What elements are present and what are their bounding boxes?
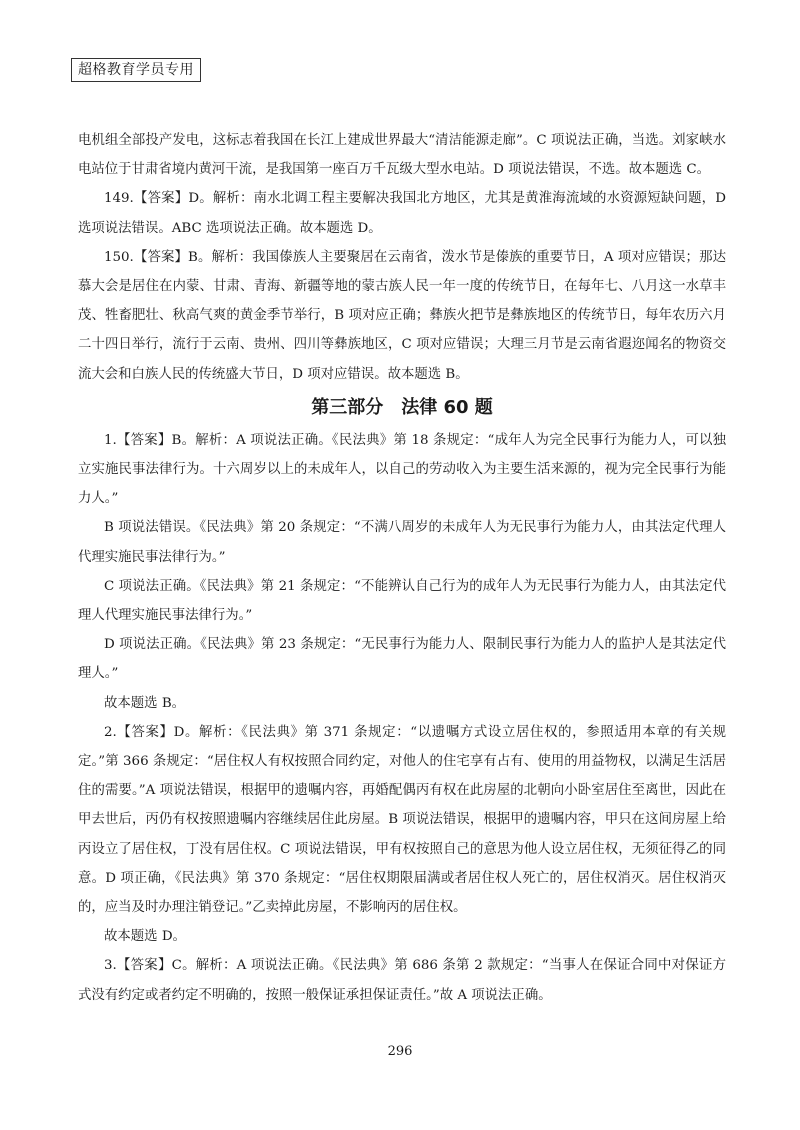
answer-paragraph: 1.【答案】B。解析：A 项说法正确。《民法典》第 18 条规定：“成年人为完全民事行为能力人，可以独立实施民事法律行为。十六周岁以上的未成年人，以自己的劳动收入为主要生活来源的，视为完全民事行为能力人。”	[78, 432, 726, 507]
section-title: 第三部分 法律 60 题	[311, 396, 493, 418]
answers-part-three	[78, 426, 726, 1010]
header-label: 超格教育学员专用	[71, 58, 201, 82]
answer-paragraph: 电机组全部投产发电，这标志着我国在长江上建成世界最大“清洁能源走廊”。C 项说法正确，当选。刘家峡水电站位于甘肃省境内黄河干流，是我国第一座百万千瓦级大型水电站。D 项说法错误，不选。故本题选 C。	[78, 133, 726, 178]
answer-paragraph: 3.【答案】C。解析：A 项说法正确。《民法典》第 686 条第 2 款规定：“当事人在保证合同中对保证方式没有约定或者约定不明确的，按照一般保证承担保证责任。”故 A 项说法正确。	[78, 958, 726, 1003]
answer-paragraph: 150.【答案】B。解析：我国傣族人主要聚居在云南省，泼水节是傣族的重要节日，A 项对应错误；那达慕大会是居住在内蒙、甘肃、青海、新疆等地的蒙古族人民一年一度的传统节日，在每年七、八月这一水草丰茂、牲畜肥壮、秋高气爽的黄金季节举行，B 项对应正确；彝族火把节是彝族地区的传统节日，每年农历六月二十四日举行，流行于云南、贵州、四川等彝族地区，C 项对应错误；大理三月节是云南省遐迩闻名的物资交流大会和白族人民的传统盛大节日，D 项对应错误。故本题选 B。	[78, 249, 726, 382]
answer-paragraph: 2.【答案】D。解析：《民法典》第 371 条规定：“以遗嘱方式设立居住权的，参照适用本章的有关规定。”第 366 条规定：“居住权人有权按照合同约定，对他人的住宅享有占有、使用的用益物权，以满足生活居住的需要。”A 项说法错误，根据甲的遗嘱内容，再婚配偶丙有权在此房屋的北朝向小卧室居住至离世，因此在甲去世后，丙仍有权按照遗嘱内容继续居住此房屋。B 项说法错误，根据甲的遗嘱内容，甲只在这间房屋上给丙设立了居住权，丁没有居住权。C 项说法错误，甲有权按照自己的意思为他人设立居住权，无须征得乙的同意。D 项正确，《民法典》第 370 条规定：“居住权期限届满或者居住权人死亡的，居住权消灭。居住权消灭的，应当及时办理注销登记。”乙卖掉此房屋，不影响丙的居住权。	[78, 724, 726, 916]
answer-paragraph: D 项说法正确。《民法典》第 23 条规定：“无民事行为能力人、限制民事行为能力人的监护人是其法定代理人。”	[78, 637, 726, 682]
page-number: 296	[387, 1044, 413, 1059]
answer-paragraph: 149.【答案】D。解析：南水北调工程主要解决我国北方地区，尤其是黄淮海流域的水资源短缺问题，D 选项说法错误。ABC 选项说法正确。故本题选 D。	[78, 191, 726, 236]
page-body	[78, 126, 726, 1010]
answer-paragraph: B 项说法错误。《民法典》第 20 条规定：“不满八周岁的未成年人为无民事行为能力人，由其法定代理人代理实施民事法律行为。”	[78, 520, 726, 565]
answer-paragraph: 故本题选 D。	[104, 929, 186, 945]
answer-paragraph: 故本题选 B。	[104, 695, 186, 711]
answer-paragraph: C 项说法正确。《民法典》第 21 条规定：“不能辨认自己行为的成年人为无民事行为能力人，由其法定代理人代理实施民事法律行为。”	[78, 578, 726, 624]
answers-part-two-end	[78, 126, 726, 389]
